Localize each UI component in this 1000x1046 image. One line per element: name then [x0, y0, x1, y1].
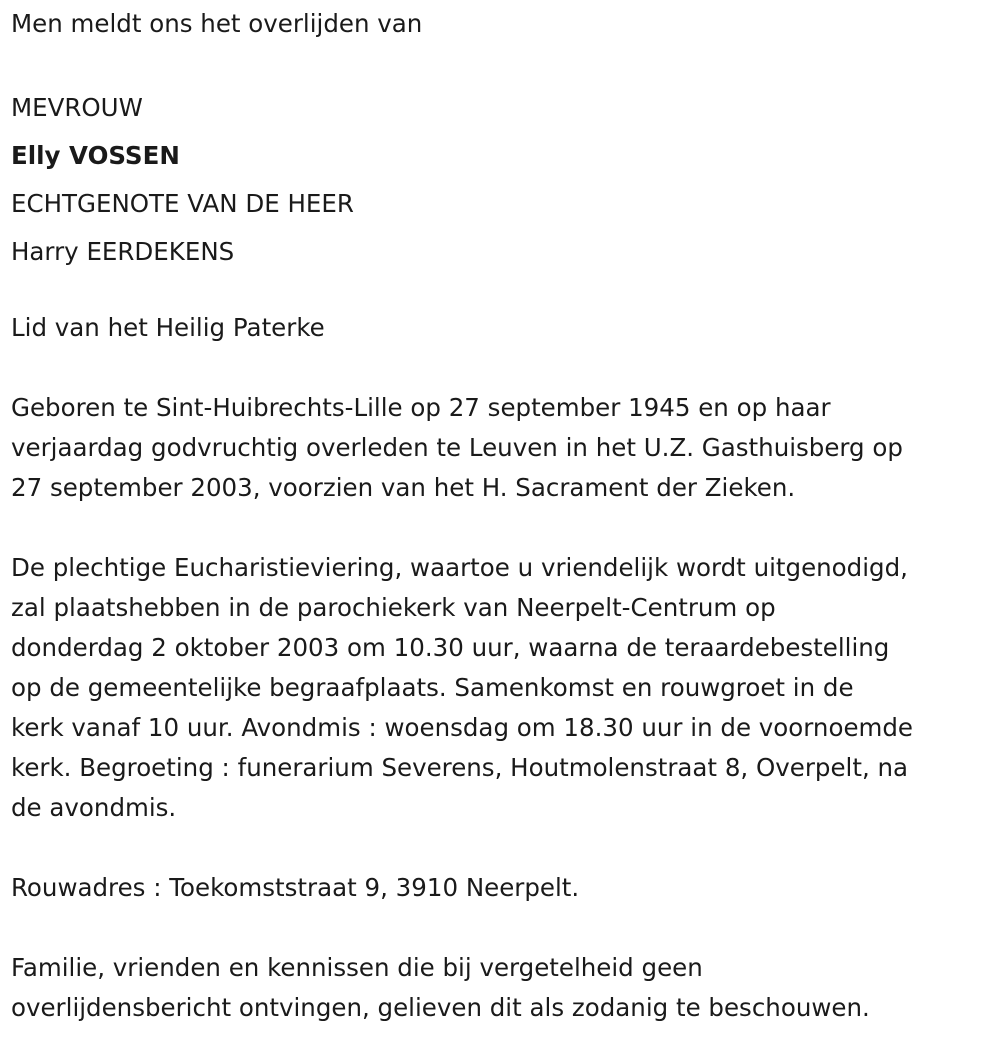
paragraph-line: overlijdensbericht ontvingen, gelieven dit als zodanig te beschouwen. — [11, 993, 870, 1022]
paragraph-line: De plechtige Eucharistieviering, waartoe u vriendelijk wordt uitgenodigd, — [11, 553, 908, 582]
paragraph-line: de avondmis. — [11, 793, 177, 822]
death-notice — [11, 4, 996, 1028]
paragraph-line: zal plaatshebben in de parochiekerk van Neerpelt-Centrum op — [11, 593, 776, 622]
paragraph-line: donderdag 2 oktober 2003 om 10.30 uur, waarna de teraardebestelling — [11, 633, 890, 662]
relation-text: ECHTGENOTE VAN DE HEER — [11, 189, 354, 218]
membership-text: Lid van het Heilig Paterke — [11, 313, 325, 342]
salutation: MEVROUW — [11, 93, 143, 122]
paragraph-line: verjaardag godvruchtig overleden te Leuven in het U.Z. Gasthuisberg op — [11, 433, 903, 462]
birth-death-paragraph — [11, 388, 996, 508]
paragraph-line: 27 september 2003, voorzien van het H. Sacrament der Zieken. — [11, 473, 796, 502]
closing-paragraph — [11, 948, 996, 1028]
intro-text: Men meldt ons het overlijden van — [11, 9, 423, 38]
deceased-block — [11, 84, 996, 276]
paragraph-line: Geboren te Sint-Huibrechts-Lille op 27 september 1945 en op haar — [11, 393, 831, 422]
mourning-address: Rouwadres : Toekomststraat 9, 3910 Neerpelt. — [11, 873, 580, 902]
deceased-name: Elly VOSSEN — [11, 141, 180, 170]
paragraph-line: op de gemeentelijke begraafplaats. Samenkomst en rouwgroet in de — [11, 673, 854, 702]
paragraph-line: Familie, vrienden en kennissen die bij vergetelheid geen — [11, 953, 703, 982]
spouse-name: Harry EERDEKENS — [11, 237, 235, 266]
paragraph-line: kerk. Begroeting : funerarium Severens, Houtmolenstraat 8, Overpelt, na — [11, 753, 909, 782]
ceremony-paragraph — [11, 548, 996, 828]
paragraph-line: kerk vanaf 10 uur. Avondmis : woensdag om 18.30 uur in de voornoemde — [11, 713, 914, 742]
